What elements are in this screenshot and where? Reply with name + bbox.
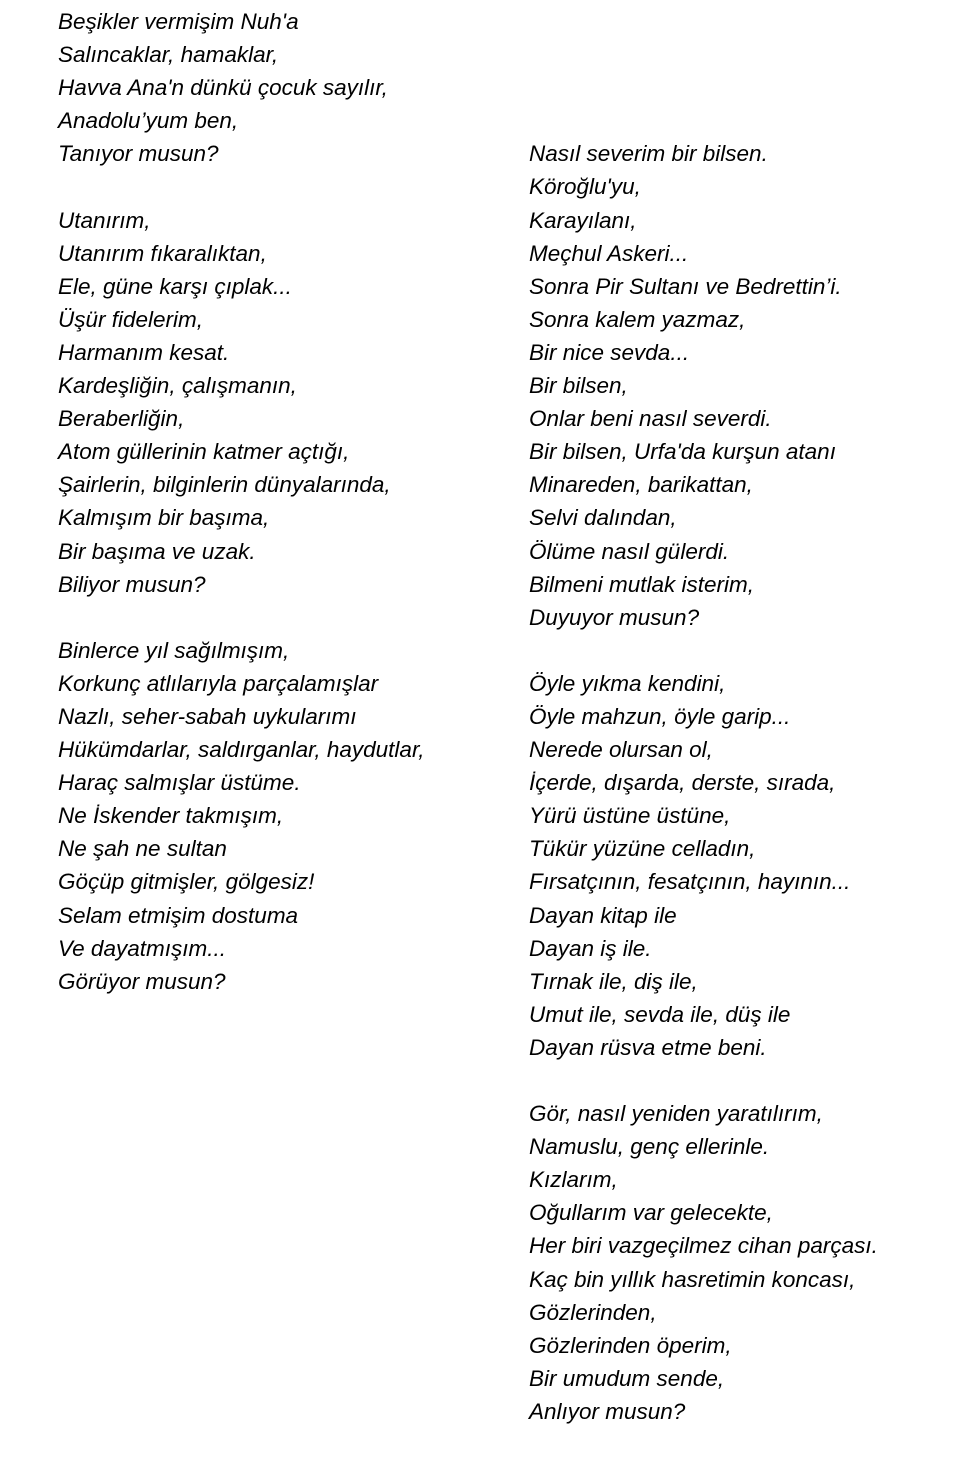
poem-line: Fırsatçının, fesatçının, hayının... (529, 869, 851, 895)
poem-line: Ve dayatmışım... (58, 935, 226, 961)
poem-line: Köroğlu'yu, (529, 174, 641, 200)
poem-line: Gözlerinden öperim, (529, 1332, 732, 1358)
poem-line: Dayan iş ile. (529, 935, 652, 961)
poem-line: Selvi dalından, (529, 505, 677, 531)
poem-line: Duyuyor musun? (529, 604, 700, 630)
poem-line: Bir umudum sende, (529, 1365, 725, 1391)
poem-line: Anadolu’yum ben, (58, 108, 239, 134)
poem-line: Her biri vazgeçilmez cihan parçası. (529, 1233, 878, 1259)
poem-line: Selam etmişim dostuma (58, 902, 299, 928)
poem-line: Anlıyor musun? (529, 1398, 686, 1424)
poem-line: Havva Ana'n dünkü çocuk sayılır, (58, 75, 388, 101)
poem-line: Dayan rüsva etme beni. (529, 1034, 767, 1060)
poem-line: Bir nice sevda... (529, 339, 690, 365)
stanza-break (529, 1064, 878, 1097)
poem-line: Utanırım fıkaralıktan, (58, 240, 267, 266)
poem-line: Bir bilsen, Urfa'da kurşun atanı (529, 439, 836, 465)
poem-line: Beraberliğin, (58, 406, 185, 432)
poem-line: Görüyor musun? (58, 968, 226, 994)
poem-line: İçerde, dışarda, derste, sırada, (529, 770, 836, 796)
poem-line: Bir başıma ve uzak. (58, 538, 256, 564)
stanza-break (529, 104, 878, 137)
stanza-break (529, 71, 878, 104)
poem-line: Gözlerinden, (529, 1299, 657, 1325)
poem-line: Utanırım, (58, 207, 151, 233)
stanza-break (529, 634, 878, 667)
poem-line: Kardeşliğin, çalışmanın, (58, 373, 297, 399)
poem-line: Tükür yüzüne celladın, (529, 836, 756, 862)
poem-line: Ne şah ne sultan (58, 836, 227, 862)
poem-line: Kalmışım bir başıma, (58, 505, 270, 531)
poem-line: Kızlarım, (529, 1167, 618, 1193)
poem-line: Bir bilsen, (529, 373, 628, 399)
poem-line: Biliyor musun? (58, 571, 206, 597)
stanza-break (58, 170, 424, 203)
poem-line: Ölüme nasıl gülerdi. (529, 538, 730, 564)
poem-line: Korkunç atlılarıyla parçalamışlar (58, 670, 379, 696)
poem-line: Haraç salmışlar üstüme. (58, 770, 301, 796)
poem-line: Atom güllerinin katmer açtığı, (58, 439, 350, 465)
poem-line: Hükümdarlar, saldırganlar, haydutlar, (58, 737, 425, 763)
poem-line: Nerede olursan ol, (529, 737, 713, 763)
poem-line: Nasıl severim bir bilsen. (529, 141, 768, 167)
poem-line: Tırnak ile, diş ile, (529, 968, 698, 994)
poem-line: Sonra Pir Sultanı ve Bedrettin’i. (529, 273, 842, 299)
poem-line: Meçhul Askeri... (529, 240, 689, 266)
poem-line: Umut ile, sevda ile, düş ile (529, 1001, 791, 1027)
poem-line: Öyle yıkma kendini, (529, 670, 726, 696)
poem-left-column (58, 5, 424, 998)
poem-line: Yürü üstüne üstüne, (529, 803, 731, 829)
poem-line: Bilmeni mutlak isterim, (529, 571, 755, 597)
poem-line: Karayılanı, (529, 207, 637, 233)
poem-line: Harmanım kesat. (58, 339, 230, 365)
poem-line: Namuslu, genç ellerinle. (529, 1134, 770, 1160)
poem-line: Üşür fidelerim, (58, 306, 204, 332)
poem-line: Onlar beni nasıl severdi. (529, 406, 772, 432)
poem-line: Ele, güne karşı çıplak... (58, 273, 292, 299)
poem-line: Beşikler vermişim Nuh'a (58, 9, 299, 34)
poem-line: Binlerce yıl sağılmışım, (58, 637, 290, 663)
poem-line: Sonra kalem yazmaz, (529, 306, 746, 332)
poem-line: Gör, nasıl yeniden yaratılırım, (529, 1101, 823, 1127)
poem-line: Şairlerin, bilginlerin dünyalarında, (58, 472, 391, 498)
poem-right-column (529, 5, 878, 1428)
poem-line: Dayan kitap ile (529, 902, 677, 928)
poem-line: Ne İskender takmışım, (58, 803, 284, 829)
poem-line: Öyle mahzun, öyle garip... (529, 703, 791, 729)
poem-line: Nazlı, seher-sabah uykularımı (58, 703, 357, 729)
poem-line: Salıncaklar, hamaklar, (58, 42, 279, 68)
poem-line: Kaç bin yıllık hasretimin koncası, (529, 1266, 856, 1292)
stanza-break (529, 38, 878, 71)
stanza-break (529, 5, 878, 38)
poem-line: Göçüp gitmişler, gölgesiz! (58, 869, 315, 895)
poem-line: Minareden, barikattan, (529, 472, 753, 498)
poem-line: Oğullarım var gelecekte, (529, 1200, 773, 1226)
poem-line: Tanıyor musun? (58, 141, 219, 167)
stanza-break (58, 601, 424, 634)
